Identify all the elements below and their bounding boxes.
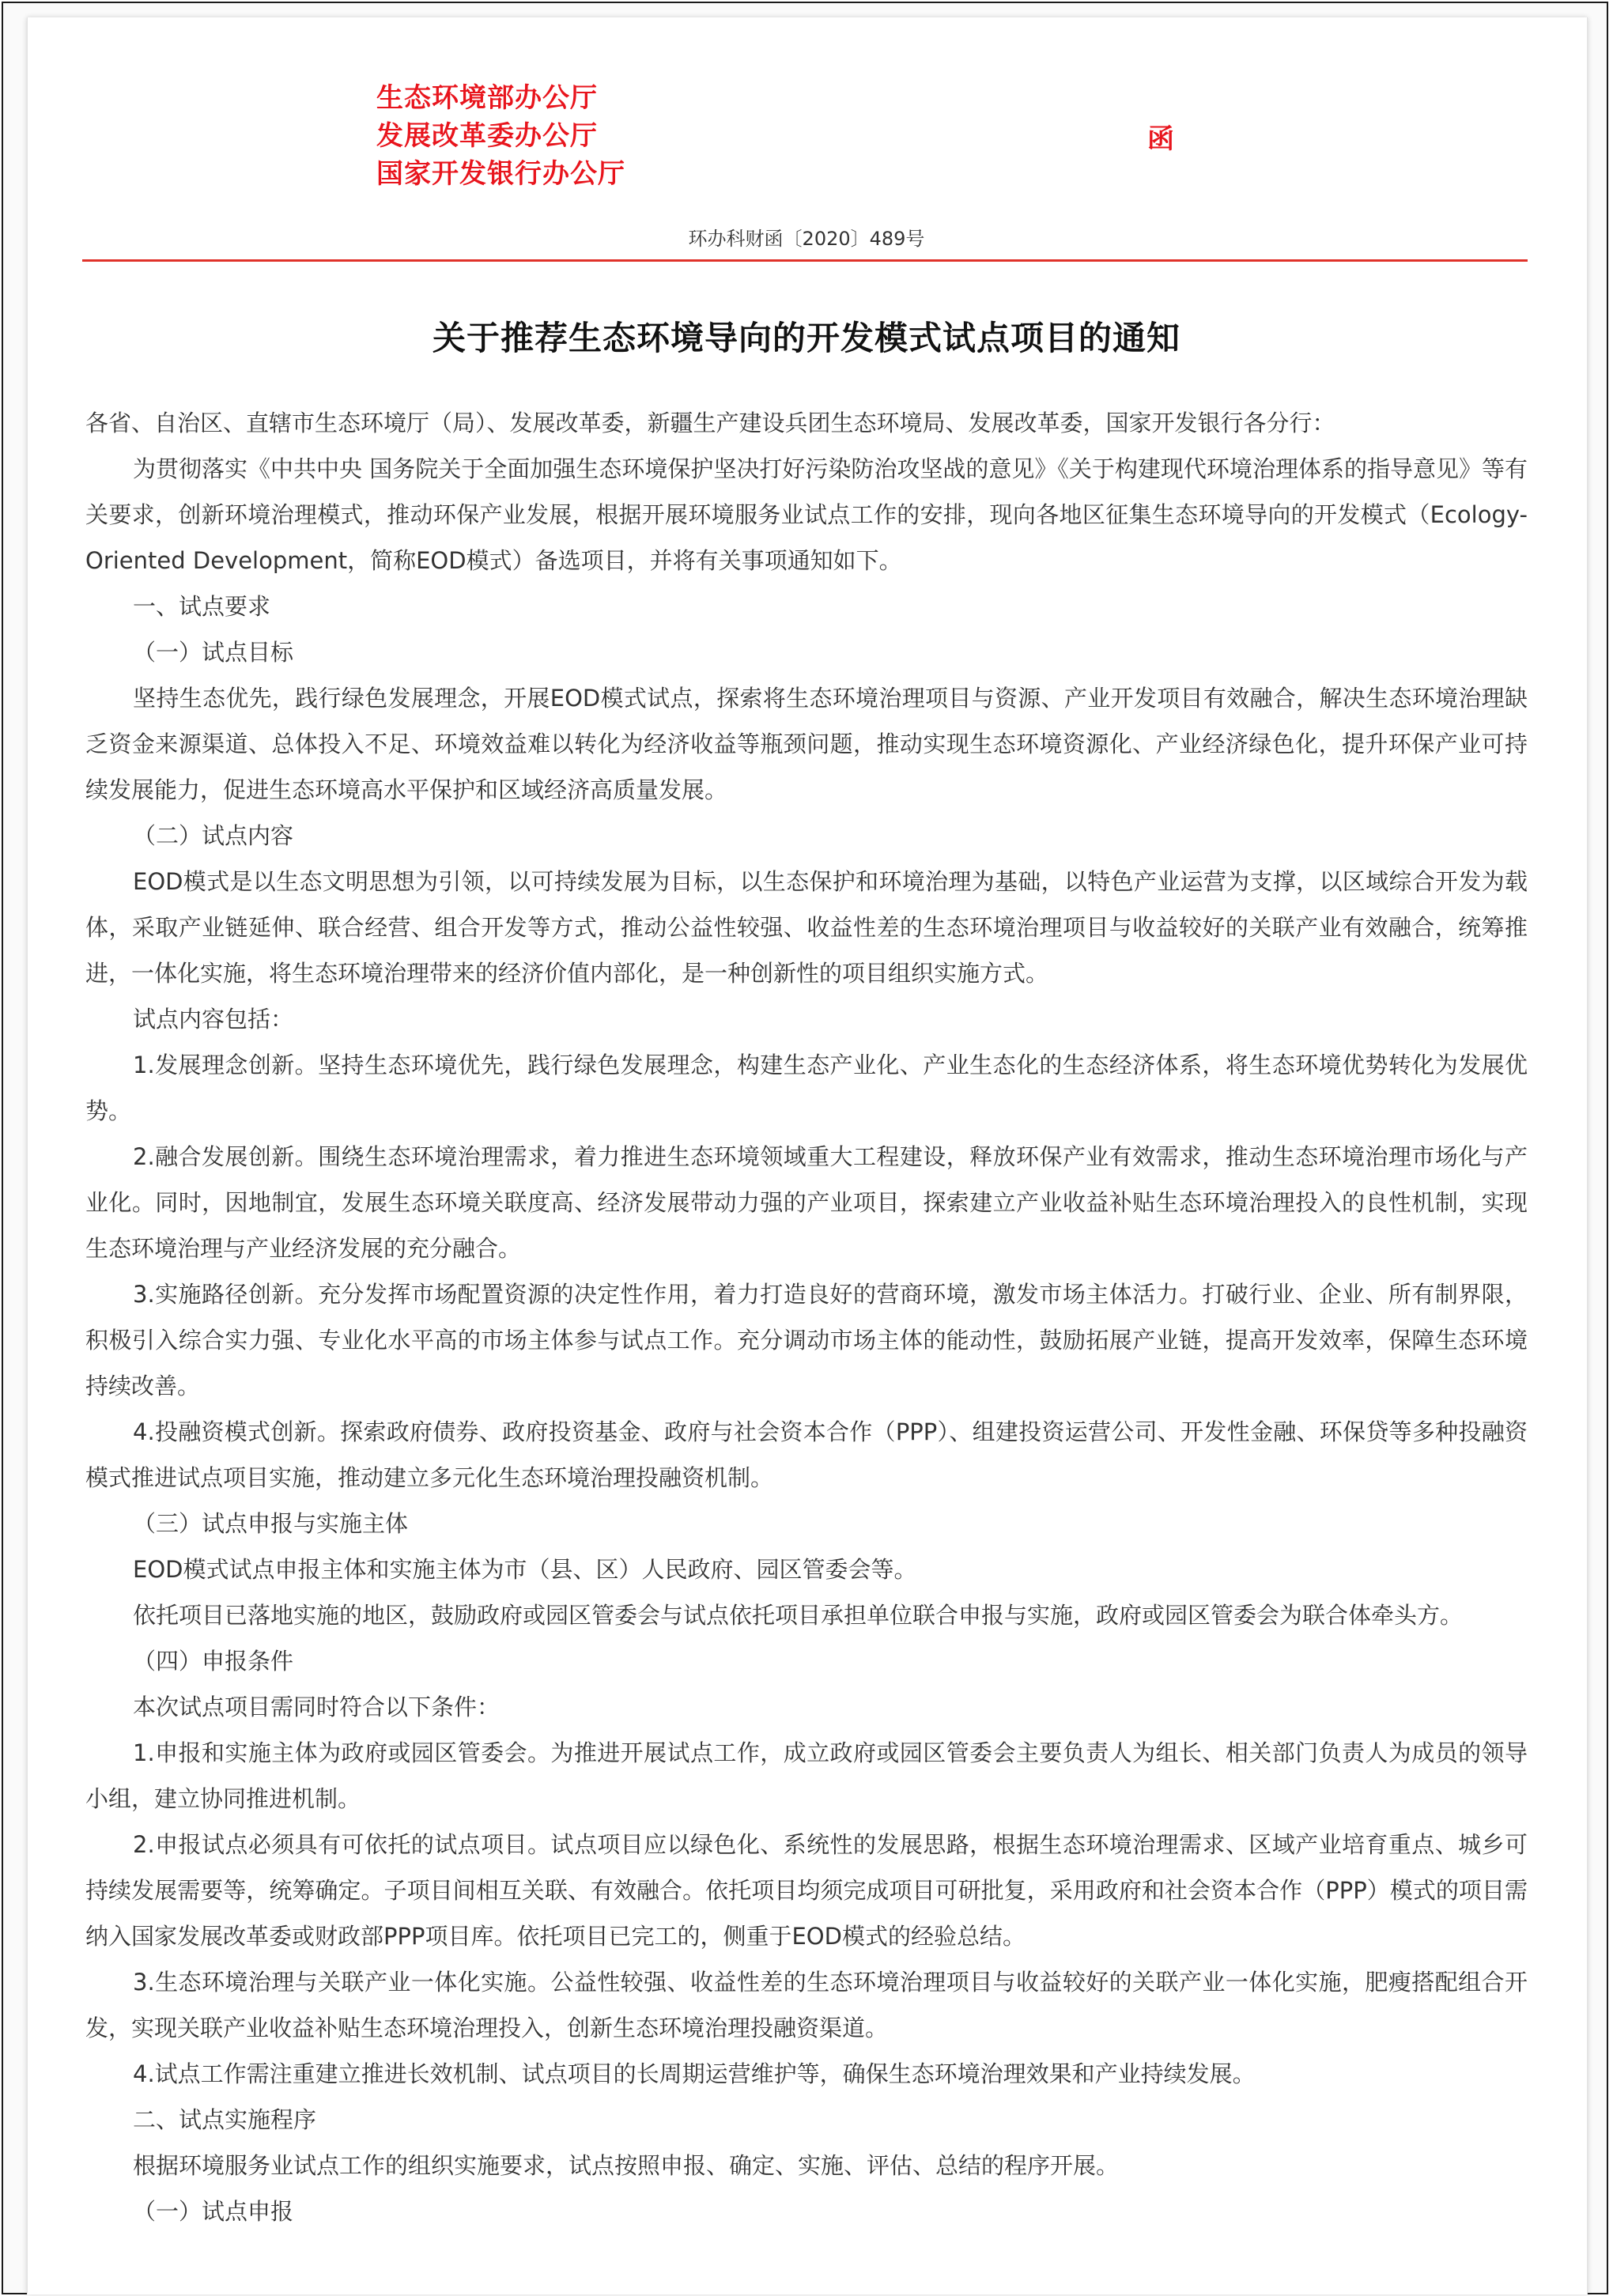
issuing-offices xyxy=(376,79,625,193)
section-heading: （三）试点申报与实施主体 xyxy=(133,1510,409,1537)
body-paragraph: 3.生态环境治理与关联产业一体化实施。公益性较强、收益性差的生态环境治理项目与收益较好的关联产业一体化实施，肥瘦搭配组合开发，实现关联产业收益补贴生态环境治理投入，创新生态环境治理投融资渠道。 xyxy=(85,1969,1528,2041)
section-heading: （二）试点内容 xyxy=(133,822,294,849)
document-number: 环办科财函〔2020〕489号 xyxy=(688,228,925,250)
body-paragraph: 4.投融资模式创新。探索政府债券、政府投资基金、政府与社会资本合作（PPP）、组建投资运营公司、开发性金融、环保贷等多种投融资模式推进试点项目实施，推动建立多元化生态环境治理投融资机制。 xyxy=(85,1418,1528,1491)
section-heading: （一）试点目标 xyxy=(133,639,294,666)
red-header-rule xyxy=(82,259,1528,262)
issuer-line: 生态环境部办公厅 xyxy=(376,82,598,114)
body-paragraph: EOD模式是以生态文明思想为引领，以可持续发展为目标，以生态保护和环境治理为基础，以特色产业运营为支撑，以区域综合开发为载体，采取产业链延伸、联合经营、组合开发等方式，推动公益性较强、收益性差的生态环境治理项目与收益较好的关联产业有效融合，统筹推进，一体化实施，将生态环境治理带来的经济价值内部化，是一种创新性的项目组织实施方式。 xyxy=(85,868,1528,987)
document-type-mark: 函 xyxy=(1147,123,1174,155)
document-body xyxy=(85,400,1528,2234)
section-heading: 一、试点要求 xyxy=(133,593,271,620)
body-paragraph: 各省、自治区、直辖市生态环境厅（局）、发展改革委，新疆生产建设兵团生态环境局、发展改革委，国家开发银行各分行： xyxy=(85,410,1335,436)
body-paragraph: 坚持生态优先，践行绿色发展理念，开展EOD模式试点，探索将生态环境治理项目与资源、产业开发项目有效融合，解决生态环境治理缺乏资金来源渠道、总体投入不足、环境效益难以转化为经济收益等瓶颈问题，推动实现生态环境资源化、产业经济绿色化，提升环保产业可持续发展能力，促进生态环境高水平保护和区域经济高质量发展。 xyxy=(85,685,1528,803)
body-paragraph: 1.申报和实施主体为政府或园区管委会。为推进开展试点工作，成立政府或园区管委会主要负责人为组长、相关部门负责人为成员的领导小组，建立协同推进机制。 xyxy=(85,1739,1528,1812)
issuer-line: 发展改革委办公厅 xyxy=(376,120,598,152)
body-paragraph: 本次试点项目需同时符合以下条件： xyxy=(133,1694,501,1720)
body-paragraph: 试点内容包括： xyxy=(133,1006,294,1033)
body-paragraph: 1.发展理念创新。坚持生态环境优先，践行绿色发展理念，构建生态产业化、产业生态化的生态经济体系，将生态环境优势转化为发展优势。 xyxy=(85,1052,1528,1124)
section-heading: （一）试点申报 xyxy=(133,2198,294,2225)
body-paragraph: 根据环境服务业试点工作的组织实施要求，试点按照申报、确定、实施、评估、总结的程序开展。 xyxy=(133,2152,1120,2179)
body-paragraph: 依托项目已落地实施的地区，鼓励政府或园区管委会与试点依托项目承担单位联合申报与实施，政府或园区管委会为联合体牵头方。 xyxy=(133,1602,1464,1629)
body-paragraph: EOD模式试点申报主体和实施主体为市（县、区）人民政府、园区管委会等。 xyxy=(133,1556,917,1583)
body-paragraph: 2.融合发展创新。围绕生态环境治理需求，着力推进生态环境领域重大工程建设，释放环保产业有效需求，推动生态环境治理市场化与产业化。同时，因地制宜，发展生态环境关联度高、经济发展带动力强的产业项目，探索建立产业收益补贴生态环境治理投入的良性机制，实现生态环境治理与产业经济发展的充分融合。 xyxy=(85,1143,1528,1262)
section-heading: （四）申报条件 xyxy=(133,1648,294,1675)
issuer-line: 国家开发银行办公厅 xyxy=(376,158,625,190)
body-paragraph: 3.实施路径创新。充分发挥市场配置资源的决定性作用，着力打造良好的营商环境，激发市场主体活力。打破行业、企业、所有制界限，积极引入综合实力强、专业化水平高的市场主体参与试点工作。充分调动市场主体的能动性，鼓励拓展产业链，提高开发效率，保障生态环境持续改善。 xyxy=(85,1281,1528,1399)
body-paragraph: 4.试点工作需注重建立推进长效机制、试点项目的长周期运营维护等，确保生态环境治理效果和产业持续发展。 xyxy=(133,2060,1256,2087)
body-paragraph: 为贯彻落实《中共中央 国务院关于全面加强生态环境保护坚决打好污染防治攻坚战的意见》《关于构建现代环境治理体系的指导意见》等有关要求，创新环境治理模式，推动环保产业发展，根据开展环境服务业试点工作的安排，现向各地区征集生态环境导向的开发模式（Ecology-Oriented Development，简称EOD模式）备选项目，并将有关事项通知如下。 xyxy=(85,455,1528,574)
section-heading: 二、试点实施程序 xyxy=(133,2106,317,2133)
document-title: 关于推荐生态环境导向的开发模式试点项目的通知 xyxy=(432,319,1180,357)
body-paragraph: 2.申报试点必须具有可依托的试点项目。试点项目应以绿色化、系统性的发展思路，根据生态环境治理需求、区域产业培育重点、城乡可持续发展需要等，统筹确定。子项目间相互关联、有效融合。依托项目均须完成项目可研批复，采用政府和社会资本合作（PPP）模式的项目需纳入国家发展改革委或财政部PPP项目库。依托项目已完工的，侧重于EOD模式的经验总结。 xyxy=(85,1831,1528,1950)
